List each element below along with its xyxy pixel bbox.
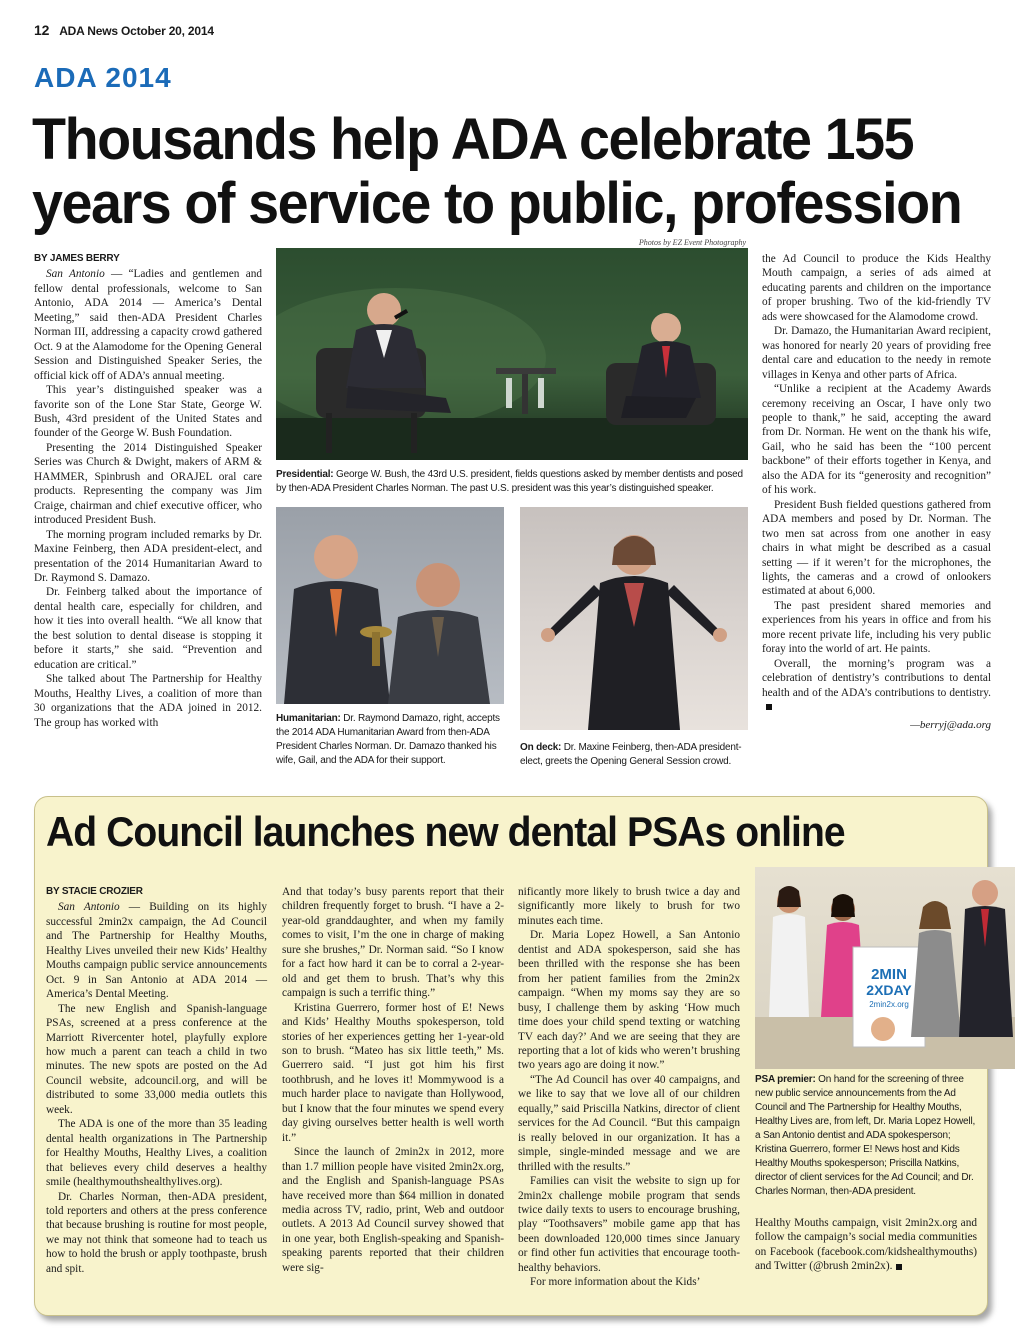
paragraph: The morning program included remarks by Dr. Maxine Feinberg, then ADA president-elect, and presentation of the 2014 Humanitarian Award to Dr. Raymond S. Damazo. xyxy=(34,528,262,584)
sign-line-2: 2XDAY xyxy=(866,982,912,998)
paragraph: This year’s distinguished speaker was a favorite son of the Lone Star State, George W. Bush, 43rd president of the United States and founder of the George W. Bush Foundation. xyxy=(34,384,262,440)
caption-presidential xyxy=(276,468,748,496)
paragraph: The new English and Spanish-language PSAs, screened at a press conference at the Marriott Rivercenter hotel, playfully explore how much a parent can teach a child in two minutes. The new spots are posted on the Ad Council website, adcouncil.org, and will be distributed to some 33,000 media outlets this week. xyxy=(46,1002,267,1116)
paragraph: Overall, the morning’s program was a celebration of dentistry’s contributions to dental health and of the ADA’s contributions to dentistry. xyxy=(762,657,991,699)
caption-label: PSA premier: xyxy=(755,1074,816,1085)
paragraph: Healthy Mouths campaign, visit 2min2x.org and follow the campaign’s social media communities on Facebook (facebook.com/kidshealthymouths) and Twitter (@brush 2min2x). xyxy=(755,1217,977,1273)
caption-label: On deck: xyxy=(520,742,562,753)
dateline: San Antonio xyxy=(46,268,105,281)
paragraph: For more information about the Kids’ xyxy=(530,1276,701,1289)
paragraph: Dr. Feinberg talked about the importance of dental health care, especially for children, and how it ties into overall health. “We all know that the best solution to dental disease is stopping it before it starts,” she said. “Prevention and education are critical.” xyxy=(34,586,262,671)
sign-line-1: 2MIN xyxy=(871,966,907,983)
sidebar-headline: Ad Council launches new dental PSAs online xyxy=(46,808,845,855)
caption-text: Dr. Raymond Damazo, right, accepts the 2014 ADA Humanitarian Award from then-ADA President Charles Norman. Dr. Damazo thanked his wife, Gail, and the ADA for their support. xyxy=(276,713,500,766)
sidebar-column-2 xyxy=(282,885,504,1275)
paragraph: — “Ladies and gentlemen and fellow dental professionals, welcome to San Antonio, ADA 2014 — America’s Dental Meeting,” said then-ADA President Charles Norman III, addressing a capacity crowd gathered Oct. 9 at the Alamodome for the Opening General Session and Distinguished Speaker Series, the official kick off of ADA’s annual meeting. xyxy=(34,268,262,382)
paragraph: Kristina Guerrero, former host of E! News and Kids’ Healthy Mouths spokesperson, told stories of her experiences getting her 1-year-old son to brush. “Mateo has six little teeth,” Ms. Guerrero said. “I just got him his first toothbrush, and he loves it! Mommywood is a much harder place to navigate than Hollywood, but I know that the four minutes we spend every day giving ourselves better health is well worth it.” xyxy=(282,1001,504,1144)
photo-humanitarian xyxy=(276,507,504,704)
paragraph: And that today’s busy parents report that their children frequently forget to brush. “I have a 2-year-old granddaughter, and when my family comes to visit, I’m the one in charge of making sure she brushes,” Dr. Norman said. “So I know for a fact how hard it can be to corral a 2-year-old and get them to brush. That’s why this campaign is such a terrific thing.” xyxy=(282,886,504,1000)
paragraph: “The Ad Council has over 40 campaigns, and we like to say that we love all of our children equally,” said Priscilla Natkins, director of client services for the Ad Council. “But this campaign is really beloved in our organization. It has a simple, single-minded message and we are thrilled with the results.” xyxy=(518,1073,740,1173)
paragraph: nificantly more likely to brush twice a day and significantly more likely to brush for two minutes each time. xyxy=(518,886,740,927)
photo-on-deck xyxy=(520,507,748,730)
main-headline: Thousands help ADA celebrate 155 years of service to public, profession xyxy=(32,107,962,236)
paragraph: — Building on its highly successful 2min2x campaign, the Ad Council and The Partnership for Healthy Mouths, Healthy Lives unveiled their new Kids’ Healthy Mouths campaign public service announcements Oct. 9 in San Antonio at ADA 2014 — America’s Dental Meeting. xyxy=(46,901,267,1001)
sidebar-column-1 xyxy=(46,885,267,1276)
sidebar-column-4 xyxy=(755,1216,977,1274)
photo-psa-premier xyxy=(755,867,1015,1069)
caption-label: Humanitarian: xyxy=(276,713,341,724)
paragraph: The ADA is one of the more than 35 leading dental health organizations in The Partnership for Healthy Mouths, Healthy Lives, a coalition that believes every child deserves a healthy smile (healthymouthshealthylives.org). xyxy=(46,1118,267,1189)
dateline: San Antonio xyxy=(58,901,120,914)
caption-label: Presidential: xyxy=(276,469,334,480)
caption-text: Dr. Maxine Feinberg, then-ADA president-elect, greets the Opening General Session crowd. xyxy=(520,742,742,767)
paragraph: Dr. Damazo, the Humanitarian Award recipient, was honored for nearly 20 years of providing free dental care and education to the needy in remote villages in Kenya and other parts of Africa. xyxy=(762,325,991,381)
caption-humanitarian xyxy=(276,712,504,768)
end-mark xyxy=(896,1264,902,1270)
main-story-column-1 xyxy=(34,252,262,730)
main-story-column-3 xyxy=(762,252,991,732)
paragraph: Presenting the 2014 Distinguished Speaker Series was Church & Dwight, makers of ARM & HAMMER, Spinbrush and ORAJEL oral care products. Representing the company was Jim Craige, chairman and chief executive officer, who introduced President Bush. xyxy=(34,441,262,527)
paragraph: Since the launch of 2min2x in 2012, more than 1.7 million people have visited 2min2x.org, and the English and Spanish-language PSAs have received more than $64 million in donated media across TV, radio, print, Web and outdoor outlets. A 2013 Ad Council survey showed that in one year, both English-speaking and Spanish-speaking parents reported that their children were sig- xyxy=(282,1146,504,1274)
caption-psa-premier xyxy=(755,1073,981,1199)
page-number: 12 xyxy=(34,22,50,38)
sign-url: 2min2x.org xyxy=(869,1000,909,1009)
paragraph: Dr. Charles Norman, then-ADA president, told reporters and others at the press conference that because brushing is routine for most people, we may not think that someone had to teach us how to hold the brush or apply toothpaste, brush and spit. xyxy=(46,1190,267,1275)
sidebar-column-3 xyxy=(518,885,740,1290)
paragraph: Dr. Maria Lopez Howell, a San Antonio dentist and ADA spokesperson, said she has been thrilled with the response she has been from her patient families from the 2min2x campaign. “When my moms say they are so busy, I challenge them by asking ‘How much time does your child spend texting or watching TV each day?’ And we are seeing that they are reporting that a lot of kids who weren’t brushing two years ago are doing it now.” xyxy=(518,929,740,1072)
end-mark xyxy=(766,704,772,710)
paragraph: the Ad Council to produce the Kids Healthy Mouth campaign, a series of ads aimed at educating parents and children on the importance of proper brushing. Two of the kid-friendly TV ads were showcased for the Alamodome crowd. xyxy=(762,253,991,323)
caption-text: George W. Bush, the 43rd U.S. president, fields questions asked by member dentists and posed by then-ADA President Charles Norman. The past U.S. president was this year’s distinguished speaker. xyxy=(276,469,743,494)
signoff: —berryj@ada.org xyxy=(910,718,991,731)
paragraph: She talked about The Partnership for Healthy Mouths, Healthy Lives, a coalition of more than 30 organizations that the ADA joined in 2012. The group has worked with xyxy=(34,673,262,729)
paragraph: “Unlike a recipient at the Academy Awards ceremony receiving an Oscar, I have only two people to thank,” he said, accepting the award from Dr. Norman. He went on the thank his wife, Gail, who he said has been the “100 percent backbone” of their efforts together in Kenya, and also the ADA for its “generosity and recognition” of his work. xyxy=(762,383,991,497)
paragraph: President Bush fielded questions gathered from ADA members and posed by Dr. Norman. The two men sat across from one another in easy chairs in what might be described as a casual setting — if it weren’t for the microphones, the lights, the cameras and a crowd of onlookers estimated at about 6,000. xyxy=(762,498,991,598)
section-label: ADA 2014 xyxy=(34,62,172,93)
page-folio xyxy=(34,22,214,38)
caption-text: On hand for the screening of three new public service announcements from the Ad Council and The Partnership for Healthy Mouths, Healthy Lives are, from left, Dr. Maria Lopez Howell, a San Antonio dentist and ADA spokesperson; Kristina Guerrero, former E! News host and Kids Healthy Mouths spokesperson; Priscilla Natkins, director of client services for the Ad Council; and Dr. Charles Norman, then-ADA president. xyxy=(755,1074,976,1197)
photo-credit: Photos by EZ Event Photography xyxy=(638,238,746,247)
byline: BY JAMES BERRY xyxy=(34,253,120,264)
paragraph: The past president shared memories and experiences from his years in office and from his more recent private life, including his very public foray into the world of art. He paints. xyxy=(762,599,991,656)
publication-line: ADA News October 20, 2014 xyxy=(59,24,214,38)
paragraph: Families can visit the website to sign up for 2min2x challenge mobile program that sends twice daily texts to users to encourage brushing, play “Toothsavers” mobile game app that has been downloaded 120,000 times since January or find other fun activities that encourage tooth-healthy behaviors. xyxy=(518,1175,740,1274)
byline: BY STACIE CROZIER xyxy=(46,886,143,897)
photo-presidential xyxy=(276,248,748,460)
caption-on-deck xyxy=(520,741,748,769)
